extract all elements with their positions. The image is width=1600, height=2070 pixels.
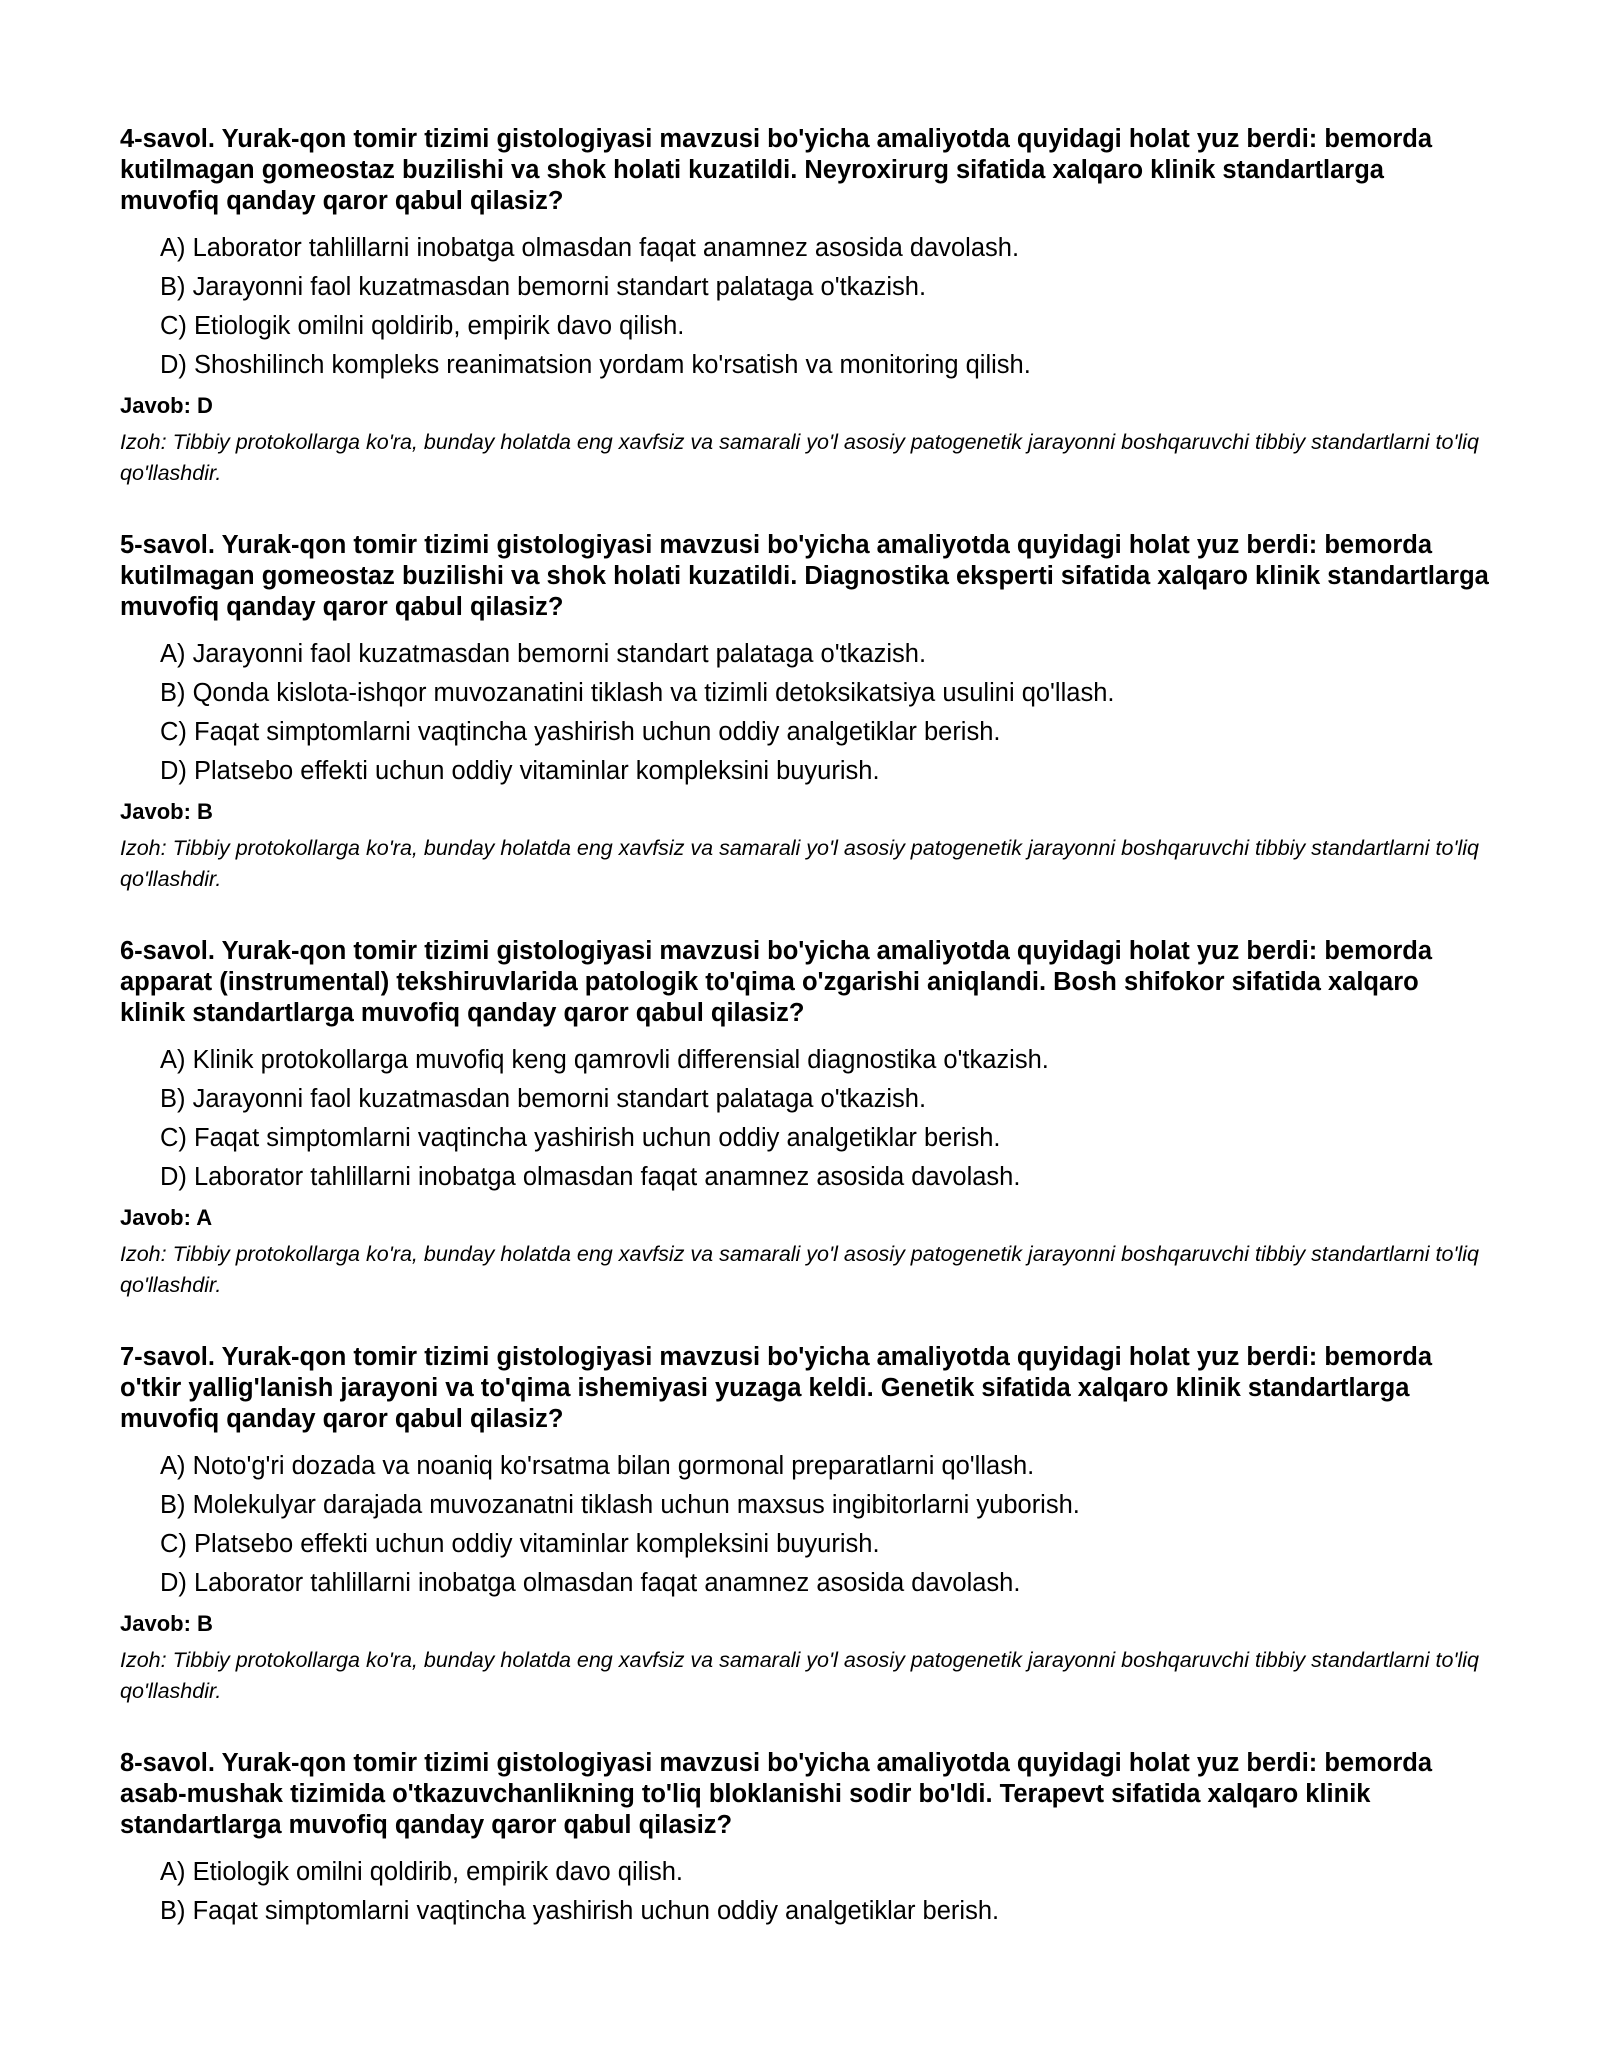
- option-b: B) Molekulyar darajada muvozanatni tiklash uchun maxsus ingibitorlarni yuborish.: [160, 1491, 1080, 1519]
- question-block: [120, 530, 1490, 895]
- option-a: A) Etiologik omilni qoldirib, empirik davo qilish.: [160, 1858, 683, 1886]
- question-text: 4-savol. Yurak-qon tomir tizimi gistologiyasi mavzusi bo'yicha amaliyotda quyidagi holat yuz berdi: bemorda kutilmagan gomeostaz buzilishi va shok holati kuzatildi. Neyroxirurg sifatida xalqaro klinik standartlarga muvofiq qanday qaror qabul qilasiz?: [120, 125, 1433, 215]
- option-c: C) Faqat simptomlarni vaqtincha yashirish uchun oddiy analgetiklar berish.: [160, 718, 1001, 746]
- question-block: [120, 936, 1490, 1301]
- question-text: 7-savol. Yurak-qon tomir tizimi gistologiyasi mavzusi bo'yicha amaliyotda quyidagi holat yuz berdi: bemorda o'tkir yallig'lanish jarayoni va to'qima ishemiyasi yuzaga keldi. Genetik sifatida xalqaro klinik standartlarga muvofiq qanday qaror qabul qilasiz?: [120, 1343, 1433, 1433]
- options-list: [120, 635, 1490, 791]
- option-b: B) Qonda kislota-ishqor muvozanatini tiklash va tizimli detoksikatsiya usulini qo'llash.: [160, 679, 1115, 707]
- option-a: A) Klinik protokollarga muvofiq keng qamrovli differensial diagnostika o'tkazish.: [160, 1046, 1049, 1074]
- explanation-text: Izoh: Tibbiy protokollarga ko'ra, bunday holatda eng xavfsiz va samarali yo'l asosiy patogenetik jarayonni boshqaruvchi tibbiy standartlarni to'liq qo'llashdir.: [120, 1648, 1480, 1703]
- option-b: B) Faqat simptomlarni vaqtincha yashirish uchun oddiy analgetiklar berish.: [160, 1897, 1000, 1925]
- option-a: A) Laborator tahlillarni inobatga olmasdan faqat anamnez asosida davolash.: [160, 234, 1020, 262]
- answer-text: Javob: A: [120, 1205, 213, 1230]
- option-c: C) Faqat simptomlarni vaqtincha yashirish uchun oddiy analgetiklar berish.: [160, 1124, 1001, 1152]
- option-d: D) Shoshilinch kompleks reanimatsion yordam ko'rsatish va monitoring qilish.: [160, 351, 1031, 379]
- explanation-text: Izoh: Tibbiy protokollarga ko'ra, bunday holatda eng xavfsiz va samarali yo'l asosiy patogenetik jarayonni boshqaruvchi tibbiy standartlarni to'liq qo'llashdir.: [120, 430, 1480, 485]
- explanation-text: Izoh: Tibbiy protokollarga ko'ra, bunday holatda eng xavfsiz va samarali yo'l asosiy patogenetik jarayonni boshqaruvchi tibbiy standartlarni to'liq qo'llashdir.: [120, 1242, 1480, 1297]
- option-a: A) Jarayonni faol kuzatmasdan bemorni standart palataga o'tkazish.: [160, 640, 927, 668]
- explanation-text: Izoh: Tibbiy protokollarga ko'ra, bunday holatda eng xavfsiz va samarali yo'l asosiy patogenetik jarayonni boshqaruvchi tibbiy standartlarni to'liq qo'llashdir.: [120, 836, 1480, 891]
- question-text: 5-savol. Yurak-qon tomir tizimi gistologiyasi mavzusi bo'yicha amaliyotda quyidagi holat yuz berdi: bemorda kutilmagan gomeostaz buzilishi va shok holati kuzatildi. Diagnostika eksperti sifatida xalqaro klinik standartlarga muvofiq qanday qaror qabul qilasiz?: [120, 531, 1489, 621]
- option-c: C) Etiologik omilni qoldirib, empirik davo qilish.: [160, 312, 685, 340]
- option-c: C) Platsebo effekti uchun oddiy vitaminlar kompleksini buyurish.: [160, 1530, 880, 1558]
- option-b: B) Jarayonni faol kuzatmasdan bemorni standart palataga o'tkazish.: [160, 273, 927, 301]
- options-list: [120, 1447, 1490, 1603]
- options-list: [120, 1853, 1490, 1931]
- answer-text: Javob: B: [120, 1611, 213, 1636]
- answer-text: Javob: D: [120, 393, 213, 418]
- question-block: [120, 124, 1490, 489]
- question-block: [120, 1342, 1490, 1707]
- question-block: [120, 1748, 1490, 1931]
- question-text: 6-savol. Yurak-qon tomir tizimi gistologiyasi mavzusi bo'yicha amaliyotda quyidagi holat yuz berdi: bemorda apparat (instrumental) tekshiruvlarida patologik to'qima o'zgarishi aniqlandi. Bosh shifokor sifatida xalqaro klinik standartlarga muvofiq qanday qaror qabul qilasiz?: [120, 937, 1433, 1027]
- document-page: [120, 124, 1490, 1972]
- question-text: 8-savol. Yurak-qon tomir tizimi gistologiyasi mavzusi bo'yicha amaliyotda quyidagi holat yuz berdi: bemorda asab-mushak tizimida o'tkazuvchanlikning to'liq bloklanishi sodir bo'ldi. Terapevt sifatida xalqaro klinik standartlarga muvofiq qanday qaror qabul qilasiz?: [120, 1749, 1433, 1839]
- option-b: B) Jarayonni faol kuzatmasdan bemorni standart palataga o'tkazish.: [160, 1085, 927, 1113]
- options-list: [120, 229, 1490, 385]
- option-d: D) Laborator tahlillarni inobatga olmasdan faqat anamnez asosida davolash.: [160, 1163, 1021, 1191]
- option-d: D) Laborator tahlillarni inobatga olmasdan faqat anamnez asosida davolash.: [160, 1569, 1021, 1597]
- option-a: A) Noto'g'ri dozada va noaniq ko'rsatma bilan gormonal preparatlarni qo'llash.: [160, 1452, 1035, 1480]
- option-d: D) Platsebo effekti uchun oddiy vitaminlar kompleksini buyurish.: [160, 757, 880, 785]
- answer-text: Javob: B: [120, 799, 213, 824]
- options-list: [120, 1041, 1490, 1197]
